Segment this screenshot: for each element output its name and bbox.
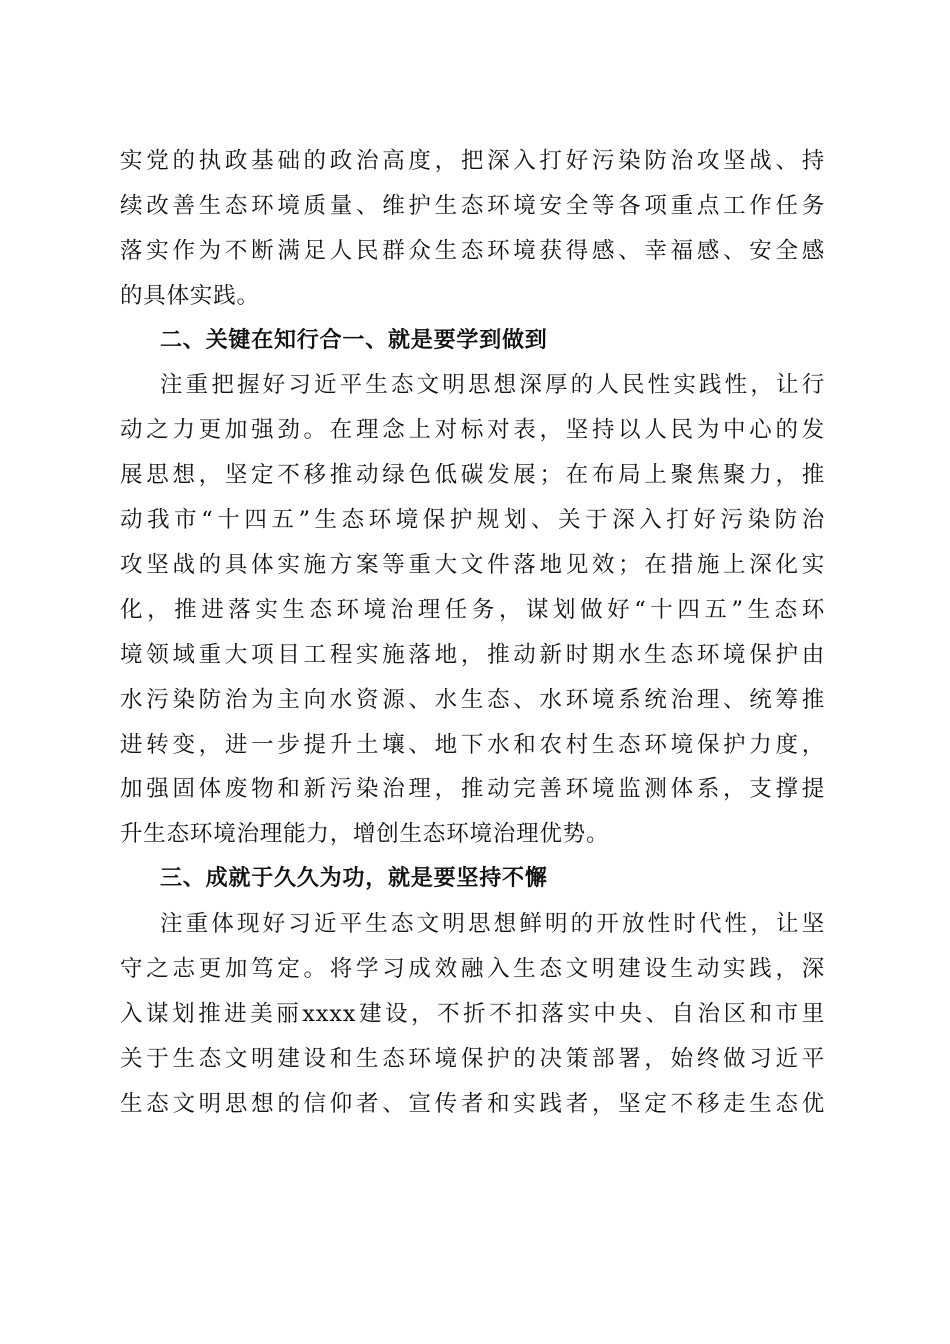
paragraph-line: 的具体实践。 [120, 282, 260, 309]
paragraph-line: 落实作为不断满足人民群众生态环境获得感、幸福感、安全感 [120, 237, 825, 264]
paragraph-line: 攻坚战的具体实施方案等重大文件落地见效；在措施上深化实 [120, 552, 825, 579]
section-heading-2: 二、关键在知行合一、就是要学到做到 [160, 327, 548, 353]
paragraph-line: 注重把握好习近平生态文明思想深厚的人民性实践性，让行 [160, 372, 825, 399]
paragraph-line: 注重体现好习近平生态文明思想鲜明的开放性时代性，让坚 [160, 911, 825, 938]
paragraph-line: 加强固体废物和新污染治理，推动完善环境监测体系，支撑提 [120, 776, 825, 803]
paragraph-line: 展思想，坚定不移推动绿色低碳发展；在布局上聚焦聚力，推 [120, 462, 825, 489]
paragraph-line: 动之力更加强劲。在理念上对标对表，坚持以人民为中心的发 [120, 417, 825, 444]
paragraph-line: 动我市“十四五”生态环境保护规划、关于深入打好污染防治 [120, 507, 825, 534]
document-body [120, 139, 825, 1127]
paragraph-line: 进转变，进一步提升土壤、地下水和农村生态环境保护力度， [120, 731, 825, 758]
paragraph-line: 续改善生态环境质量、维护生态环境安全等各项重点工作任务 [120, 192, 825, 219]
paragraph-line: 关于生态文明建设和生态环境保护的决策部署，始终做习近平 [120, 1045, 825, 1072]
paragraph-line: 水污染防治为主向水资源、水生态、水环境系统治理、统筹推 [120, 686, 825, 713]
paragraph-line: 升生态环境治理能力，增创生态环境治理优势。 [120, 821, 610, 848]
paragraph-line: 实党的执政基础的政治高度，把深入打好污染防治攻坚战、持 [120, 148, 825, 174]
paragraph-line: 化，推进落实生态环境治理任务，谋划做好“十四五”生态环 [120, 596, 825, 623]
paragraph-line: 守之志更加笃定。将学习成效融入生态文明建设生动实践，深 [120, 956, 825, 983]
paragraph-line: 入谋划推进美丽xxxx建设，不折不扣落实中央、自治区和市里 [120, 1000, 825, 1027]
section-heading-3: 三、成就于久久为功，就是要坚持不懈 [160, 866, 548, 892]
paragraph-line: 境领域重大项目工程实施落地，推动新时期水生态环境保护由 [120, 641, 825, 668]
paragraph-line: 生态文明思想的信仰者、宣传者和实践者，坚定不移走生态优 [120, 1090, 825, 1117]
